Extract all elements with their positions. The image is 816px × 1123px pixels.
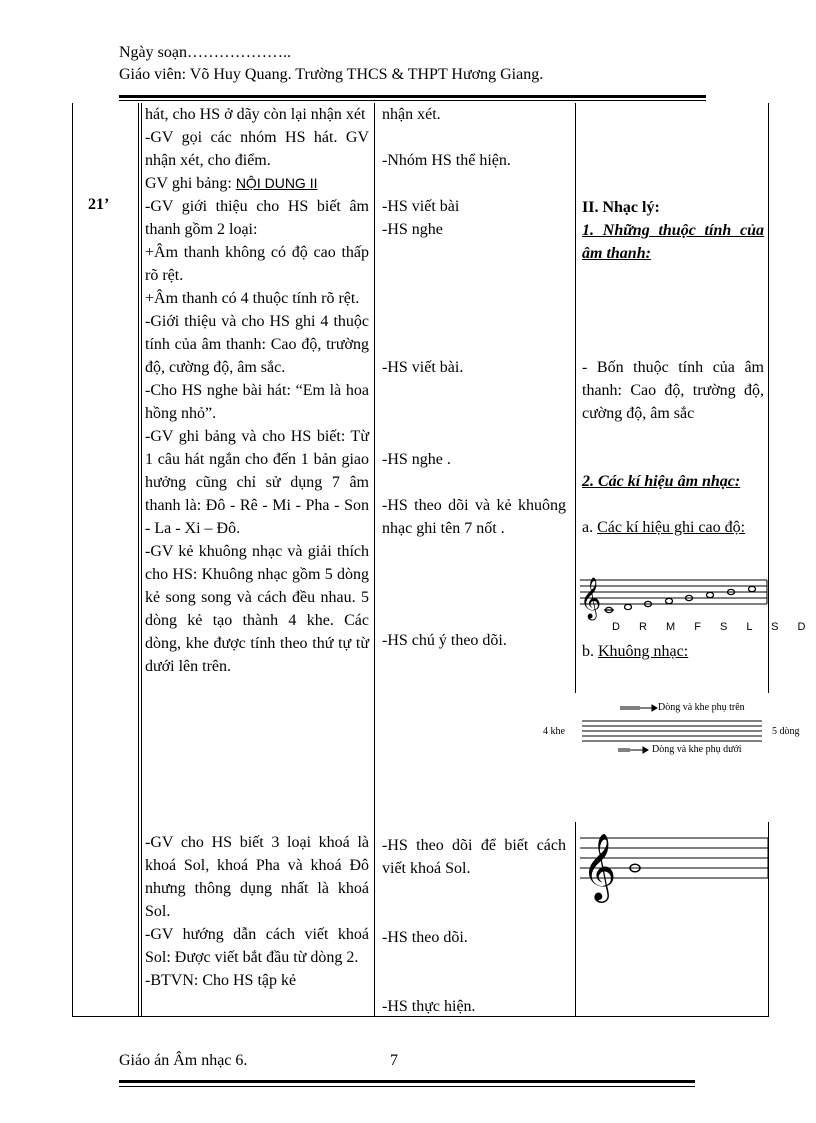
header-rule-thin: [119, 100, 706, 101]
teacher-activity: -GV giới thiệu cho HS biết âm thanh gồm 2 loại:: [145, 198, 369, 238]
table-divider-3-bottom: [575, 822, 576, 1017]
footer-title: Giáo án Âm nhạc 6.: [119, 1052, 248, 1069]
teacher-activity: -GV gọi các nhóm HS hát. GV nhận xét, cho điểm.: [145, 129, 369, 169]
teacher-activity: -GV kẻ khuông nhạc và giải thích cho HS: Khuông nhạc gồm 5 dòng kẻ song song và cách đều nhau. 5 dòng kẻ tạo thành 4 khe. Các dòng, khe được tính theo thứ tự từ dưới lên trên.: [145, 543, 369, 675]
student-activity: -HS viết bài: [382, 198, 460, 215]
subsection-symbols: 2. Các kí hiệu âm nhạc:: [582, 473, 741, 490]
teacher-activity: -BTVN: Cho HS tập kẻ: [145, 972, 297, 989]
teacher-activity: -GV cho HS biết 3 loại khoá là khoá Sol, khoá Pha và khoá Đô nhưng thông dụng nhất là khoá Sol.: [145, 834, 369, 920]
teacher-activity: hát, cho HS ở dãy còn lại nhận xét: [145, 106, 366, 123]
header-rule-thick: [119, 95, 706, 98]
teacher-activity: +Âm thanh có 4 thuộc tính rõ rệt.: [145, 290, 360, 307]
student-activity: -HS nghe .: [382, 451, 451, 468]
time-label: 21’: [88, 196, 110, 213]
item-a-text: Các kí hiệu ghi cao độ:: [597, 519, 746, 536]
student-activity: -HS theo dõi và kẻ khuông nhạc ghi tên 7 nốt .: [382, 497, 566, 537]
treble-clef-icon: 𝄞: [582, 832, 617, 900]
properties-text: - Bốn thuộc tính của âm thanh: Cao độ, trường độ, cường độ, âm sắc: [582, 359, 764, 422]
teacher-activity: -GV ghi bảng và cho HS biết: Từ 1 câu hát ngắn cho đến 1 bản giao hưởng cũng chỉ sử dụng 7 âm thanh là: Đô - Rê - Mi - Pha - Son - La - Xi – Đô.: [145, 428, 369, 537]
teacher-activity: -Cho HS nghe bài hát: “Em là hoa hồng nhỏ”.: [145, 382, 369, 422]
student-activity: nhận xét.: [382, 106, 441, 123]
teacher-activity: +Âm thanh không có độ cao thấp rõ rệt.: [145, 244, 369, 284]
table-divider-3-top: [575, 103, 576, 693]
date-line: Ngày soạn………………..: [119, 44, 291, 61]
student-activity: -HS thực hiện.: [382, 998, 476, 1015]
teacher-line: Giáo viên: Võ Huy Quang. Trường THCS & THPT Hương Giang.: [119, 66, 544, 83]
student-activity: -HS theo dõi.: [382, 929, 468, 946]
label-lines: 5 dòng: [772, 726, 800, 737]
pitch-symbols-heading: [582, 516, 764, 539]
board-label: GV ghi bảng:: [145, 175, 236, 192]
student-activity: -HS nghe: [382, 221, 443, 238]
page-number: 7: [390, 1052, 398, 1069]
label-upper-ledger: Dòng và khe phụ trên: [658, 702, 745, 713]
board-topic: NỘI DUNG II: [235, 175, 318, 191]
teacher-activity: [145, 172, 369, 195]
table-divider-1b: [141, 103, 142, 1017]
label-lower-ledger: Dòng và khe phụ dưới: [652, 744, 742, 755]
teacher-activities: [145, 103, 369, 678]
teacher-activities-2: [145, 831, 369, 992]
student-activity: -Nhóm HS thể hiện.: [382, 152, 511, 169]
label-spaces: 4 khe: [543, 726, 565, 737]
footer-rule-thick: [119, 1080, 695, 1083]
teacher-activity: -GV hướng dẫn cách viết khoá Sol: Được viết bắt đầu từ dòng 2.: [145, 926, 369, 966]
item-a-prefix: a.: [582, 519, 598, 536]
subsection-properties: 1. Những thuộc tính của âm thanh:: [582, 222, 764, 262]
table-divider-2: [374, 103, 375, 1017]
table-divider-1: [138, 103, 139, 1017]
item-b-text: Khuông nhạc:: [598, 643, 689, 660]
staff-heading: [582, 640, 764, 663]
teacher-activity: -Giới thiệu và cho HS ghi 4 thuộc tính của âm thanh: Cao độ, trường độ, cường độ, âm sắc.: [145, 313, 369, 376]
treble-clef-icon: 𝄞: [580, 578, 602, 619]
note-names: D R M F S L S D: [612, 621, 814, 633]
clef-staff-figure: [580, 828, 770, 900]
item-b-prefix: b.: [582, 643, 598, 660]
student-activity: -HS chú ý theo dõi.: [382, 632, 507, 649]
section-title: II. Nhạc lý:: [582, 199, 660, 216]
student-activity: -HS theo dõi để biết cách viết khoá Sol.: [382, 837, 566, 877]
student-activity: -HS viết bài.: [382, 359, 464, 376]
table-border-left: [72, 103, 73, 1017]
footer-rule-thin: [119, 1086, 695, 1087]
